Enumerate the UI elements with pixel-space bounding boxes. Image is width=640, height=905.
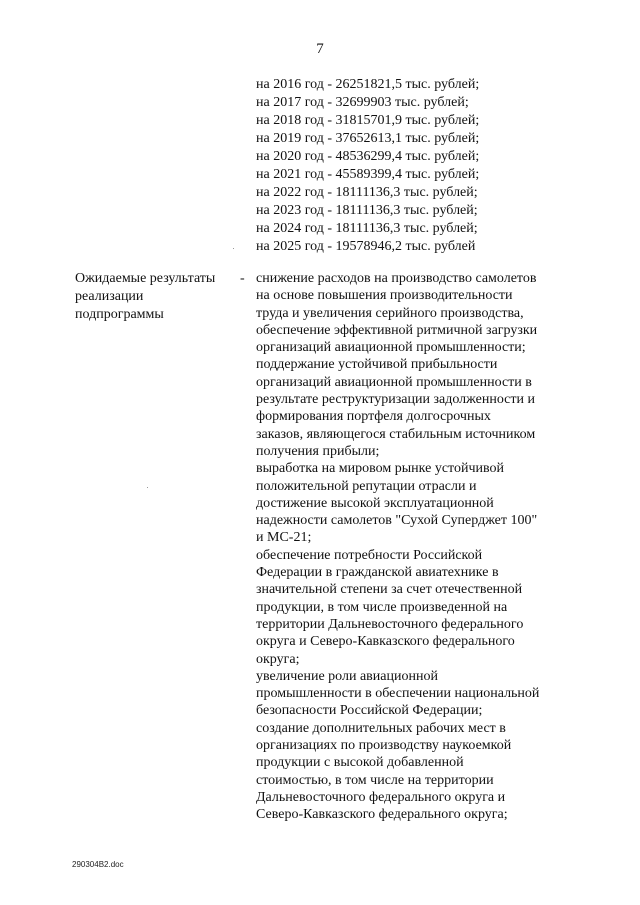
results-line: труда и увеличения серийного производства, (256, 305, 524, 321)
results-line: получения прибыли; (256, 443, 380, 459)
label-line: подпрограммы (75, 307, 164, 322)
funding-line: на 2021 год - 45589399,4 тыс. рублей; (256, 167, 480, 182)
results-line: стоимостью, в том числе на территории (256, 772, 494, 788)
results-line: выработка на мировом рынке устойчивой (256, 461, 505, 477)
results-line: и МС-21; (256, 530, 312, 546)
results-line: формирования портфеля долгосрочных (256, 409, 491, 425)
results-line: округа; (256, 651, 300, 667)
results-line: значительной степени за счет отечественной (256, 582, 523, 598)
funding-by-year-list (256, 76, 479, 256)
results-line: обеспечение потребности Российской (256, 547, 483, 563)
scan-speck (233, 248, 234, 249)
document-code: 290304B2.doc (72, 860, 124, 869)
expected-results-label (75, 270, 235, 324)
results-line: территории Дальневосточного федерального (256, 616, 524, 632)
results-line: организаций авиационной промышленности; (256, 340, 526, 356)
results-line: снижение расходов на производство самолетов (256, 271, 537, 286)
label-separator-dash: - (240, 271, 245, 286)
results-line: Северо-Кавказского федерального округа; (256, 807, 508, 823)
funding-line: на 2023 год - 18111136,3 тыс. рублей; (256, 203, 478, 218)
results-line: продукции с высокой добавленной (256, 755, 464, 771)
label-line: Ожидаемые результаты (75, 271, 216, 286)
results-line: результате реструктуризации задолженности и (256, 392, 535, 408)
results-line: безопасности Российской Федерации; (256, 703, 483, 719)
results-line: достижение высокой эксплуатационной (256, 495, 494, 511)
label-line: реализации (75, 289, 144, 304)
funding-line: на 2024 год - 18111136,3 тыс. рублей; (256, 221, 478, 236)
results-line: промышленности в обеспечении национальной (256, 686, 540, 702)
results-line: продукции, в том числе произведенной на (256, 599, 508, 615)
results-line: Дальневосточного федерального округа и (256, 789, 506, 805)
results-line: заказов, являющегося стабильным источником (256, 426, 536, 442)
results-line: увеличение роли авиационной (256, 668, 438, 684)
results-line: положительной репутации отрасли и (256, 478, 477, 494)
scan-speck (147, 487, 148, 488)
funding-line: на 2017 год - 32699903 тыс. рублей; (256, 95, 469, 110)
funding-line: на 2019 год - 37652613,1 тыс. рублей; (256, 131, 480, 146)
results-line: надежности самолетов "Сухой Суперджет 100" (256, 513, 538, 529)
funding-line: на 2020 год - 48536299,4 тыс. рублей; (256, 149, 480, 164)
results-line: организациях по производству наукоемкой (256, 738, 512, 754)
results-line: создание дополнительных рабочих мест в (256, 720, 506, 736)
funding-line: на 2016 год - 26251821,5 тыс. рублей; (256, 77, 480, 92)
expected-results-text (256, 270, 539, 824)
results-line: округа и Северо-Кавказского федерального (256, 634, 515, 650)
results-line: организаций авиационной промышленности в (256, 374, 532, 390)
page-number: 7 (316, 41, 324, 57)
results-line: поддержание устойчивой прибыльности (256, 357, 498, 373)
results-line: на основе повышения производительности (256, 288, 513, 304)
funding-line: на 2018 год - 31815701,9 тыс. рублей; (256, 113, 480, 128)
funding-line: на 2025 год - 19578946,2 тыс. рублей (256, 239, 476, 254)
funding-line: на 2022 год - 18111136,3 тыс. рублей; (256, 185, 478, 200)
results-line: обеспечение эффективной ритмичной загрузки (256, 322, 538, 338)
results-line: Федерации в гражданской авиатехнике в (256, 565, 499, 581)
